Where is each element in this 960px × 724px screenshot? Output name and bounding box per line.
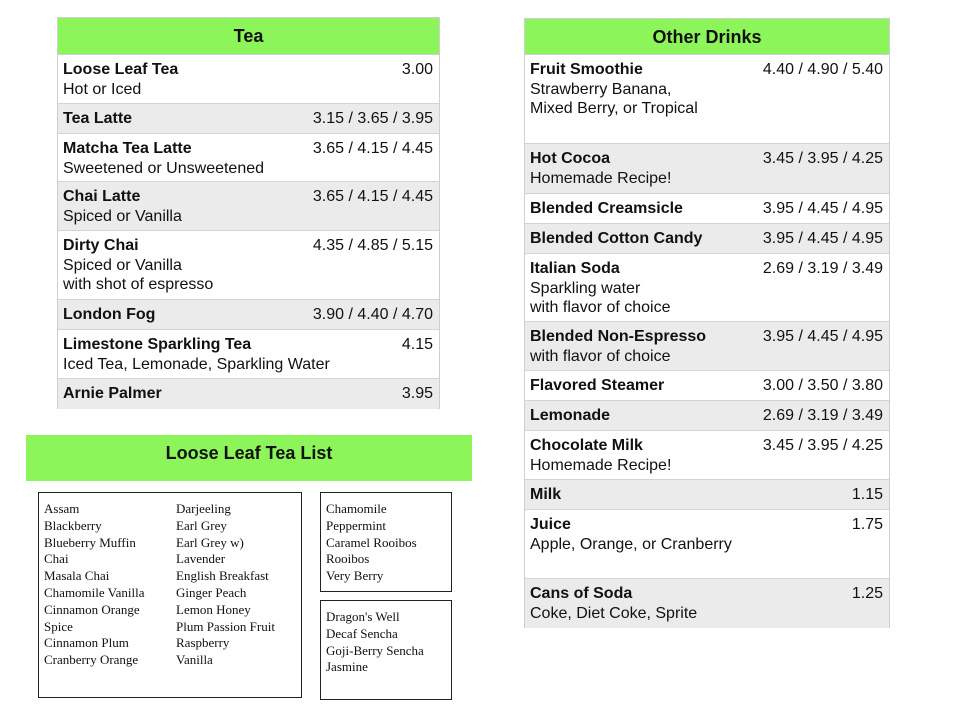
item-name: London Fog [63, 306, 156, 323]
item-description: Coke, Diet Coke, Sprite [530, 604, 698, 622]
menu-row [58, 330, 439, 379]
menu-row [525, 144, 889, 194]
item-description: Spiced or Vanilla [63, 207, 182, 225]
menu-row [58, 300, 439, 330]
other-drinks-menu-header: Other Drinks [525, 19, 889, 55]
tea-list-column-2 [176, 501, 275, 669]
tea-list-item: Caramel Rooibos [326, 534, 417, 550]
menu-row [525, 322, 889, 371]
tea-list-column-1 [44, 501, 145, 669]
tea-list-item: Plum Passion Fruit [176, 618, 275, 634]
item-name: Arnie Palmer [63, 385, 162, 402]
item-name: Blended Cotton Candy [530, 230, 703, 247]
item-description: Iced Tea, Lemonade, Sparkling Water [63, 355, 330, 373]
tea-list-item: Lavender [176, 551, 226, 567]
item-price: 4.15 [401, 336, 433, 353]
tea-list-item: Chai [44, 551, 69, 567]
menu-row [525, 254, 889, 322]
item-description: with flavor of choice [530, 299, 671, 316]
item-price: 4.40 / 4.90 / 5.40 [762, 61, 883, 78]
tea-list-item: Lemon Honey [176, 601, 251, 617]
item-name: Blended Non-Espresso [530, 328, 707, 345]
item-description: Spiced or Vanilla [63, 256, 182, 274]
tea-list-box-green [320, 600, 452, 700]
item-name: Cans of Soda [530, 585, 633, 602]
item-price: 3.00 / 3.50 / 3.80 [762, 377, 883, 394]
menu-row [525, 55, 889, 144]
item-price: 3.95 / 4.45 / 4.95 [762, 328, 883, 345]
tea-list-item: Masala Chai [44, 568, 110, 584]
menu-row [525, 401, 889, 431]
tea-list-item: Earl Grey [176, 517, 227, 533]
item-price: 1.75 [851, 516, 883, 533]
item-price: 3.65 / 4.15 / 4.45 [312, 140, 433, 157]
menu-row [525, 224, 889, 254]
item-name: Blended Creamsicle [530, 200, 683, 217]
item-description: Sweetened or Unsweetened [63, 159, 265, 177]
tea-list-item: Goji-Berry Sencha [326, 642, 424, 658]
tea-list-green-column [326, 609, 424, 676]
item-description: with shot of espresso [63, 276, 214, 293]
item-price: 3.65 / 4.15 / 4.45 [312, 188, 433, 205]
menu-row [525, 431, 889, 480]
tea-list-item: Chamomile [326, 501, 387, 516]
other-drinks-menu-table [524, 18, 890, 628]
item-name: Lemonade [530, 407, 611, 424]
tea-list-box-herbal [320, 492, 452, 592]
item-name: Limestone Sparkling Tea [63, 336, 252, 353]
menu-row [525, 371, 889, 401]
tea-list-box-main [38, 492, 302, 698]
menu-row [525, 579, 889, 628]
item-price: 3.95 / 4.45 / 4.95 [762, 230, 883, 247]
tea-list-item: Cranberry Orange [44, 652, 139, 668]
item-name: Juice [530, 516, 571, 533]
menu-row [58, 182, 439, 231]
item-description: Strawberry Banana, [530, 80, 672, 98]
menu-row [58, 379, 439, 409]
tea-list-item: Chamomile Vanilla [44, 584, 145, 600]
item-name: Italian Soda [530, 260, 620, 277]
tea-menu-rows [58, 55, 439, 409]
item-description: Sparkling water [530, 279, 641, 297]
item-name: Matcha Tea Latte [63, 140, 192, 157]
item-name: Dirty Chai [63, 237, 139, 254]
menu-row [58, 104, 439, 134]
item-price: 3.95 [401, 385, 433, 402]
tea-list-item: Very Berry [326, 568, 384, 584]
tea-list-item: Earl Grey w) [176, 534, 244, 550]
tea-list-item: Spice [44, 618, 73, 634]
item-price: 3.45 / 3.95 / 4.25 [762, 437, 883, 454]
item-price: 3.15 / 3.65 / 3.95 [312, 110, 433, 127]
tea-list-item: Decaf Sencha [326, 625, 398, 641]
tea-list-item: Cinnamon Orange [44, 601, 140, 617]
tea-list-item: Ginger Peach [176, 584, 247, 600]
loose-leaf-tea-list-header: Loose Leaf Tea List [26, 435, 472, 481]
item-name: Hot Cocoa [530, 150, 610, 167]
tea-list-item: Peppermint [326, 517, 386, 533]
item-name: Fruit Smoothie [530, 61, 643, 78]
tea-list-item: Jasmine [326, 659, 368, 675]
menu-row [58, 134, 439, 182]
item-price: 1.15 [851, 486, 883, 503]
item-price: 4.35 / 4.85 / 5.15 [312, 237, 433, 254]
tea-list-herbal-column [326, 501, 417, 585]
tea-list-item: Vanilla [176, 652, 213, 668]
item-price: 2.69 / 3.19 / 3.49 [762, 260, 883, 277]
tea-list-item: Blackberry [44, 517, 102, 533]
item-name: Tea Latte [63, 110, 133, 127]
tea-list-item: English Breakfast [176, 568, 269, 584]
tea-menu-table [57, 17, 440, 409]
tea-list-item: Cinnamon Plum [44, 635, 129, 651]
tea-menu-header: Tea [58, 18, 439, 55]
item-description: Homemade Recipe! [530, 456, 672, 474]
tea-list-item: Blueberry Muffin [44, 534, 136, 550]
item-price: 3.90 / 4.40 / 4.70 [312, 306, 433, 323]
item-price: 3.00 [401, 61, 433, 78]
menu-row [58, 55, 439, 104]
menu-row [525, 194, 889, 224]
tea-list-item: Darjeeling [176, 501, 231, 516]
item-name: Chai Latte [63, 188, 141, 205]
item-name: Chocolate Milk [530, 437, 643, 454]
item-description: with flavor of choice [530, 347, 671, 365]
item-description: Homemade Recipe! [530, 169, 672, 187]
item-price: 1.25 [851, 585, 883, 602]
tea-list-item: Dragon's Well [326, 609, 400, 624]
tea-list-item: Rooibos [326, 551, 370, 567]
item-price: 3.95 / 4.45 / 4.95 [762, 200, 883, 217]
tea-list-item: Raspberry [176, 635, 230, 651]
item-name: Flavored Steamer [530, 377, 665, 394]
item-price: 2.69 / 3.19 / 3.49 [762, 407, 883, 424]
menu-row [525, 510, 889, 579]
other-drinks-menu-rows [525, 55, 889, 628]
item-price: 3.45 / 3.95 / 4.25 [762, 150, 883, 167]
menu-row [58, 231, 439, 300]
item-description: Hot or Iced [63, 80, 142, 98]
item-description: Apple, Orange, or Cranberry [530, 535, 732, 553]
item-description: Mixed Berry, or Tropical [530, 100, 698, 117]
menu-row [525, 480, 889, 510]
item-name: Milk [530, 486, 562, 503]
tea-list-item: Assam [44, 501, 80, 516]
item-name: Loose Leaf Tea [63, 61, 179, 78]
